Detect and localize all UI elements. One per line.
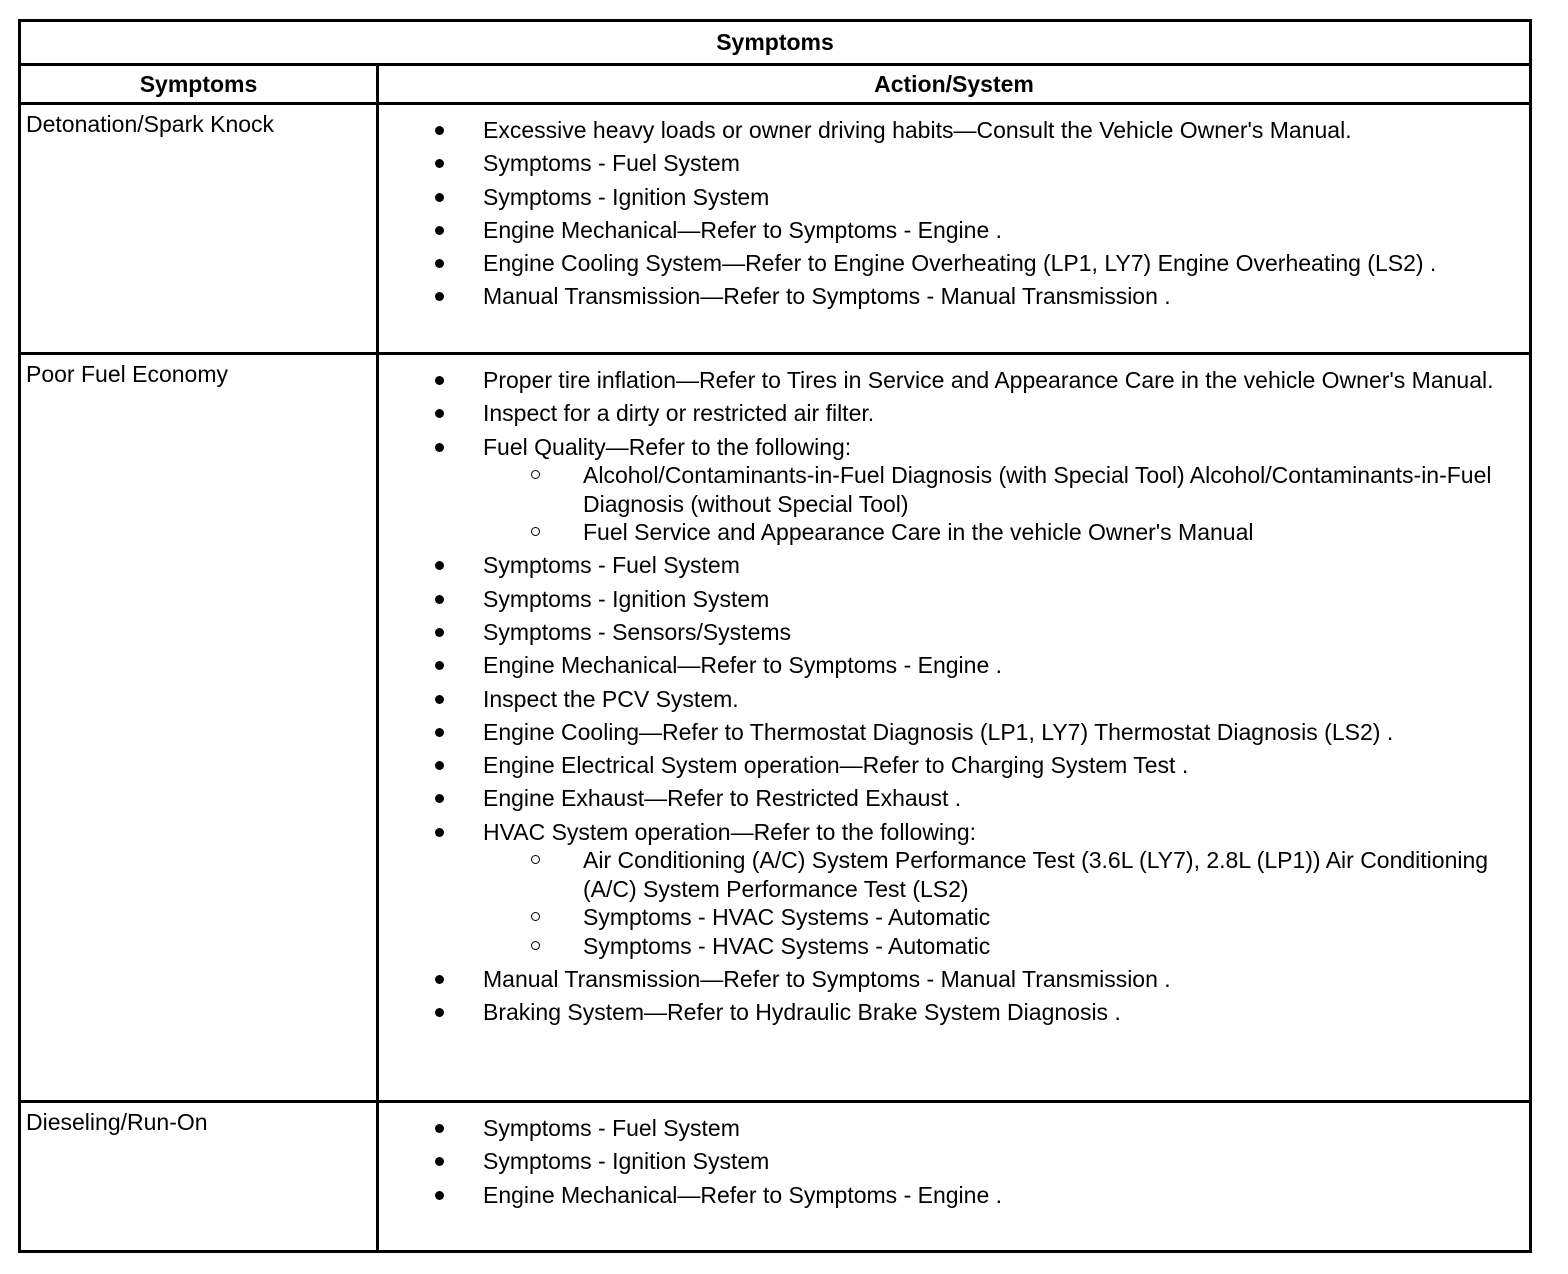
action-text: Engine Exhaust—Refer to Restricted Exhaust . [483, 785, 962, 812]
action-text: Braking System—Refer to Hydraulic Brake System Diagnosis . [483, 999, 1121, 1026]
action-text: Engine Mechanical—Refer to Symptoms - Engine . [483, 652, 1003, 679]
action-item [379, 965, 1529, 994]
action-text: Manual Transmission—Refer to Symptoms - Manual Transmission . [483, 966, 1171, 993]
sub-action-item: Alcohol/Contaminants-in-Fuel Diagnosis (with Special Tool) Alcohol/Contaminants-in-Fuel Diagnosis (without Special Tool) [483, 461, 1521, 518]
symptom-cell [20, 104, 378, 354]
symptom-name: Dieseling/Run-On [26, 1109, 208, 1135]
action-cell [378, 354, 1531, 1102]
action-item [379, 282, 1529, 311]
action-item [379, 183, 1529, 212]
symptom-cell [20, 354, 378, 1102]
action-text: HVAC System operation—Refer to the following: [483, 818, 977, 845]
action-text: Symptoms - Sensors/Systems [483, 618, 792, 645]
action-list [379, 355, 1529, 1027]
action-text: Engine Mechanical—Refer to Symptoms - Engine . [483, 216, 1003, 243]
table-title: Symptoms [20, 21, 1531, 65]
action-item [379, 998, 1529, 1027]
table-title-row [20, 21, 1531, 65]
action-item [379, 1114, 1529, 1143]
action-text: Symptoms - Ignition System [483, 183, 770, 210]
action-text: Symptoms - Ignition System [483, 1148, 770, 1175]
table-row [20, 354, 1531, 1102]
action-item [379, 366, 1529, 395]
table-body [20, 104, 1531, 1252]
action-list [379, 105, 1529, 311]
sub-action-item: Symptoms - HVAC Systems - Automatic [483, 932, 1521, 961]
action-text: Fuel Quality—Refer to the following: [483, 433, 852, 460]
action-item [379, 216, 1529, 245]
action-text: Symptoms - Fuel System [483, 1115, 740, 1141]
action-item [379, 618, 1529, 647]
action-text: Symptoms - Fuel System [483, 552, 740, 579]
action-text: Proper tire inflation—Refer to Tires in Service and Appearance Care in the vehicle Owner's Manual. [483, 367, 1494, 393]
sub-action-item: Fuel Service and Appearance Care in the vehicle Owner's Manual [483, 518, 1521, 547]
action-cell [378, 104, 1531, 354]
action-item [379, 149, 1529, 178]
action-text: Manual Transmission—Refer to Symptoms - Manual Transmission . [483, 283, 1171, 310]
action-text: Engine Mechanical—Refer to Symptoms - Engine . [483, 1181, 1003, 1208]
action-item [379, 249, 1529, 278]
sub-action-item: Symptoms - HVAC Systems - Automatic [483, 903, 1521, 932]
table-row [20, 104, 1531, 354]
sub-action-item: Air Conditioning (A/C) System Performance Test (3.6L (LY7), 2.8L (LP1)) Air Conditioning (A/C) System Performance Test (LS2) [483, 846, 1521, 903]
action-item [379, 1181, 1529, 1210]
symptom-cell [20, 1102, 378, 1252]
action-text: Engine Cooling System—Refer to Engine Overheating (LP1, LY7) Engine Overheating (LS2) . [483, 250, 1437, 277]
action-text: Symptoms - Ignition System [483, 585, 770, 612]
header-action-system: Action/System [378, 65, 1531, 104]
action-item [379, 718, 1529, 747]
action-item [379, 651, 1529, 680]
table-header-row [20, 65, 1531, 104]
action-item [379, 116, 1529, 145]
action-text: Engine Electrical System operation—Refer to Charging System Test . [483, 752, 1189, 779]
action-list [379, 1103, 1529, 1209]
symptom-name: Poor Fuel Economy [26, 361, 228, 387]
action-text: Engine Cooling—Refer to Thermostat Diagnosis (LP1, LY7) Thermostat Diagnosis (LS2) . [483, 718, 1394, 745]
symptom-name: Detonation/Spark Knock [26, 111, 275, 137]
header-symptoms: Symptoms [20, 65, 378, 104]
action-item [379, 784, 1529, 813]
action-item [379, 433, 1529, 547]
action-item [379, 1147, 1529, 1176]
table-row [20, 1102, 1531, 1252]
action-item [379, 551, 1529, 580]
action-item [379, 399, 1529, 428]
action-item [379, 751, 1529, 780]
action-item [379, 585, 1529, 614]
action-cell [378, 1102, 1531, 1252]
sub-action-list [483, 846, 1521, 960]
action-item [379, 685, 1529, 714]
action-text: Excessive heavy loads or owner driving habits—Consult the Vehicle Owner's Manual. [483, 117, 1352, 143]
action-item [379, 818, 1529, 961]
sub-action-list [483, 461, 1521, 547]
action-text: Symptoms - Fuel System [483, 150, 740, 177]
action-text: Inspect the PCV System. [483, 685, 739, 712]
action-text: Inspect for a dirty or restricted air filter. [483, 400, 875, 427]
symptoms-table [18, 19, 1532, 1253]
